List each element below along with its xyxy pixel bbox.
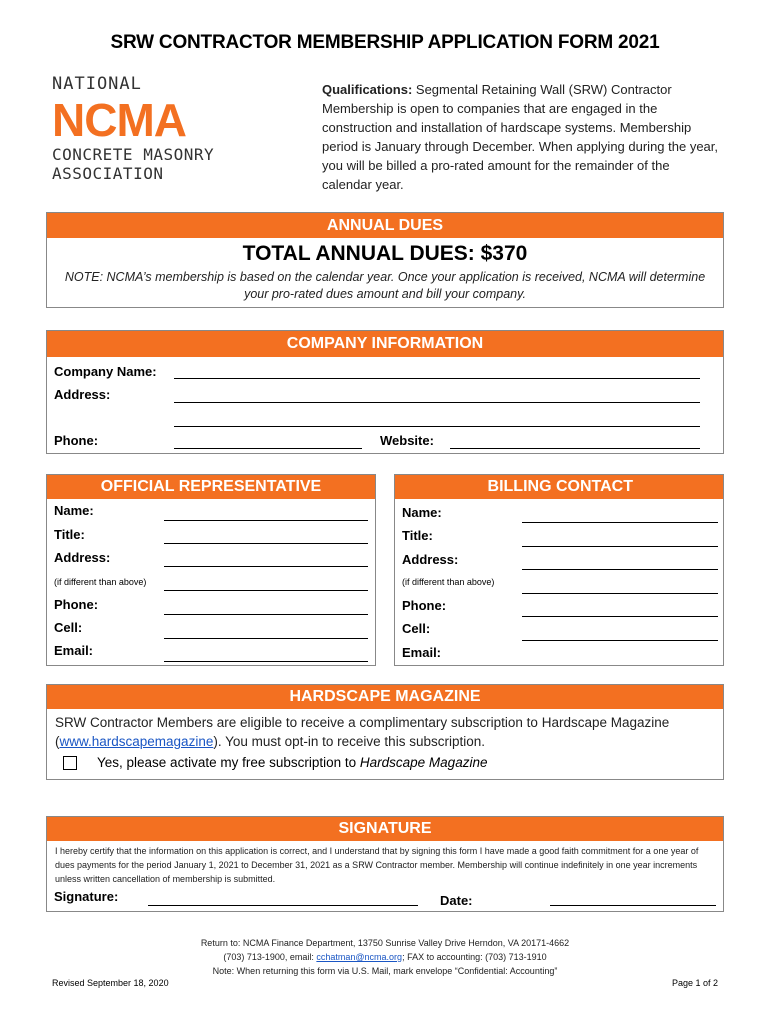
- footer-phone: (703) 713-1900, email:: [223, 952, 317, 962]
- certification-text: I hereby certify that the information on this application is correct, and I understand that by signing this form I have made a good faith commitment for a one year of dues payments for the period January 1, 2021 to December 31, 2021 as a SRW Contractor member. Membership will continue indefinitely in one year increments unless written cancellation of membership is submitted.: [55, 846, 699, 884]
- rep-cell-field[interactable]: [164, 638, 368, 639]
- date-label: Date:: [440, 893, 473, 908]
- rep-name-label: Name:: [54, 503, 94, 518]
- magazine-section: [46, 684, 724, 780]
- footer-mail-note: Note: When returning this form via U.S. Mail, mark envelope “Confidential: Accounting”: [212, 966, 558, 976]
- official-rep-header: OFFICIAL REPRESENTATIVE: [47, 475, 375, 499]
- rep-cell-label: Cell:: [54, 620, 83, 635]
- rep-title-field[interactable]: [164, 543, 368, 544]
- magazine-opt-in-label: Yes, please activate my free subscription to: [97, 755, 360, 770]
- phone-field[interactable]: [174, 448, 362, 449]
- footer-return-info: [0, 936, 770, 978]
- address-field-2[interactable]: [174, 426, 700, 427]
- company-name-label: Company Name:: [54, 364, 157, 379]
- qualifications-text: [322, 80, 722, 194]
- footer-contact: [0, 950, 770, 964]
- magazine-link[interactable]: www.hardscapemagazine: [59, 734, 214, 749]
- magazine-description: [47, 709, 723, 755]
- magazine-opt-in-row: [47, 755, 723, 770]
- page-number: Page 1 of 2: [671, 978, 718, 988]
- rep-address-field-1[interactable]: [164, 566, 368, 567]
- dues-note: NOTE: NCMA’s membership is based on the calendar year. Once your application is received, NCMA will determine your pro-rated dues amount and bill your company.: [64, 270, 706, 301]
- billing-address-label: Address:: [402, 552, 459, 567]
- logo-ncma: NCMA: [52, 94, 186, 146]
- website-label: Website:: [380, 433, 434, 448]
- billing-name-field[interactable]: [522, 522, 718, 523]
- website-field[interactable]: [450, 448, 700, 449]
- qualifications-body: Segmental Retaining Wall (SRW) Contractor Membership is open to companies that are engaged in the construction and installation of hardscape systems. Membership period is January through December. When applying during the year, you will be billed a pro-rated amount for the remainder of the calendar year.: [322, 82, 719, 192]
- logo-national: NATIONAL: [52, 74, 142, 94]
- signature-header: SIGNATURE: [47, 817, 723, 841]
- rep-address-label: Address:: [54, 550, 111, 565]
- annual-dues-section: [46, 212, 724, 308]
- billing-title-field[interactable]: [522, 546, 718, 547]
- billing-address-field-1[interactable]: [522, 569, 718, 570]
- annual-dues-header: ANNUAL DUES: [47, 213, 723, 238]
- billing-email-label: Email:: [402, 645, 442, 660]
- signature-field[interactable]: [148, 905, 418, 906]
- billing-phone-label: Phone:: [402, 598, 447, 613]
- rep-address-field-2[interactable]: [164, 590, 368, 591]
- total-annual-dues: TOTAL ANNUAL DUES: $370: [242, 242, 528, 265]
- billing-address-field-2[interactable]: [522, 593, 718, 594]
- billing-cell-field[interactable]: [522, 640, 718, 641]
- signature-section: [46, 816, 724, 912]
- billing-name-label: Name:: [402, 505, 442, 520]
- signature-label: Signature:: [54, 889, 119, 904]
- magazine-opt-in-italic: Hardscape Magazine: [359, 755, 488, 770]
- form-title: SRW CONTRACTOR MEMBERSHIP APPLICATION FORM 2021: [110, 32, 660, 53]
- phone-label: Phone:: [54, 433, 99, 448]
- rep-title-label: Title:: [54, 527, 85, 542]
- company-name-field[interactable]: [174, 378, 700, 379]
- footer-email-link[interactable]: cchatman@ncma.org: [316, 952, 403, 962]
- footer-fax: ; FAX to accounting: (703) 713-1910: [402, 952, 547, 962]
- rep-phone-label: Phone:: [54, 597, 99, 612]
- rep-phone-field[interactable]: [164, 614, 368, 615]
- company-info-header: COMPANY INFORMATION: [47, 331, 723, 357]
- billing-cell-label: Cell:: [402, 621, 431, 636]
- magazine-text-1: SRW Contractor Members are eligible to receive a complimentary subscription to Hardscape Magazine (: [55, 715, 670, 749]
- magazine-header: HARDSCAPE MAGAZINE: [47, 685, 723, 709]
- rep-address-note: (if different than above): [54, 577, 147, 587]
- revised-date: Revised September 18, 2020: [52, 978, 169, 988]
- footer-address: Return to: NCMA Finance Department, 13750 Sunrise Valley Drive Herndon, VA 20171-4662: [200, 938, 570, 948]
- magazine-text-2: ). You must opt-in to receive this subscription.: [213, 734, 485, 749]
- rep-name-field[interactable]: [164, 520, 368, 521]
- magazine-opt-in-checkbox[interactable]: [63, 756, 77, 770]
- address-label: Address:: [54, 387, 111, 402]
- address-field-1[interactable]: [174, 402, 700, 403]
- logo-association: ASSOCIATION: [52, 164, 164, 183]
- billing-phone-field[interactable]: [522, 616, 718, 617]
- billing-contact-section: [394, 474, 724, 666]
- logo-concrete-masonry: CONCRETE MASONRY: [52, 145, 215, 164]
- qualifications-label: Qualifications:: [322, 82, 413, 97]
- rep-email-label: Email:: [54, 643, 94, 658]
- billing-contact-header: BILLING CONTACT: [395, 475, 723, 499]
- billing-address-note: (if different than above): [402, 577, 495, 587]
- billing-title-label: Title:: [402, 528, 433, 543]
- ncma-logo: [52, 74, 232, 183]
- date-field[interactable]: [550, 905, 716, 906]
- rep-email-field[interactable]: [164, 661, 368, 662]
